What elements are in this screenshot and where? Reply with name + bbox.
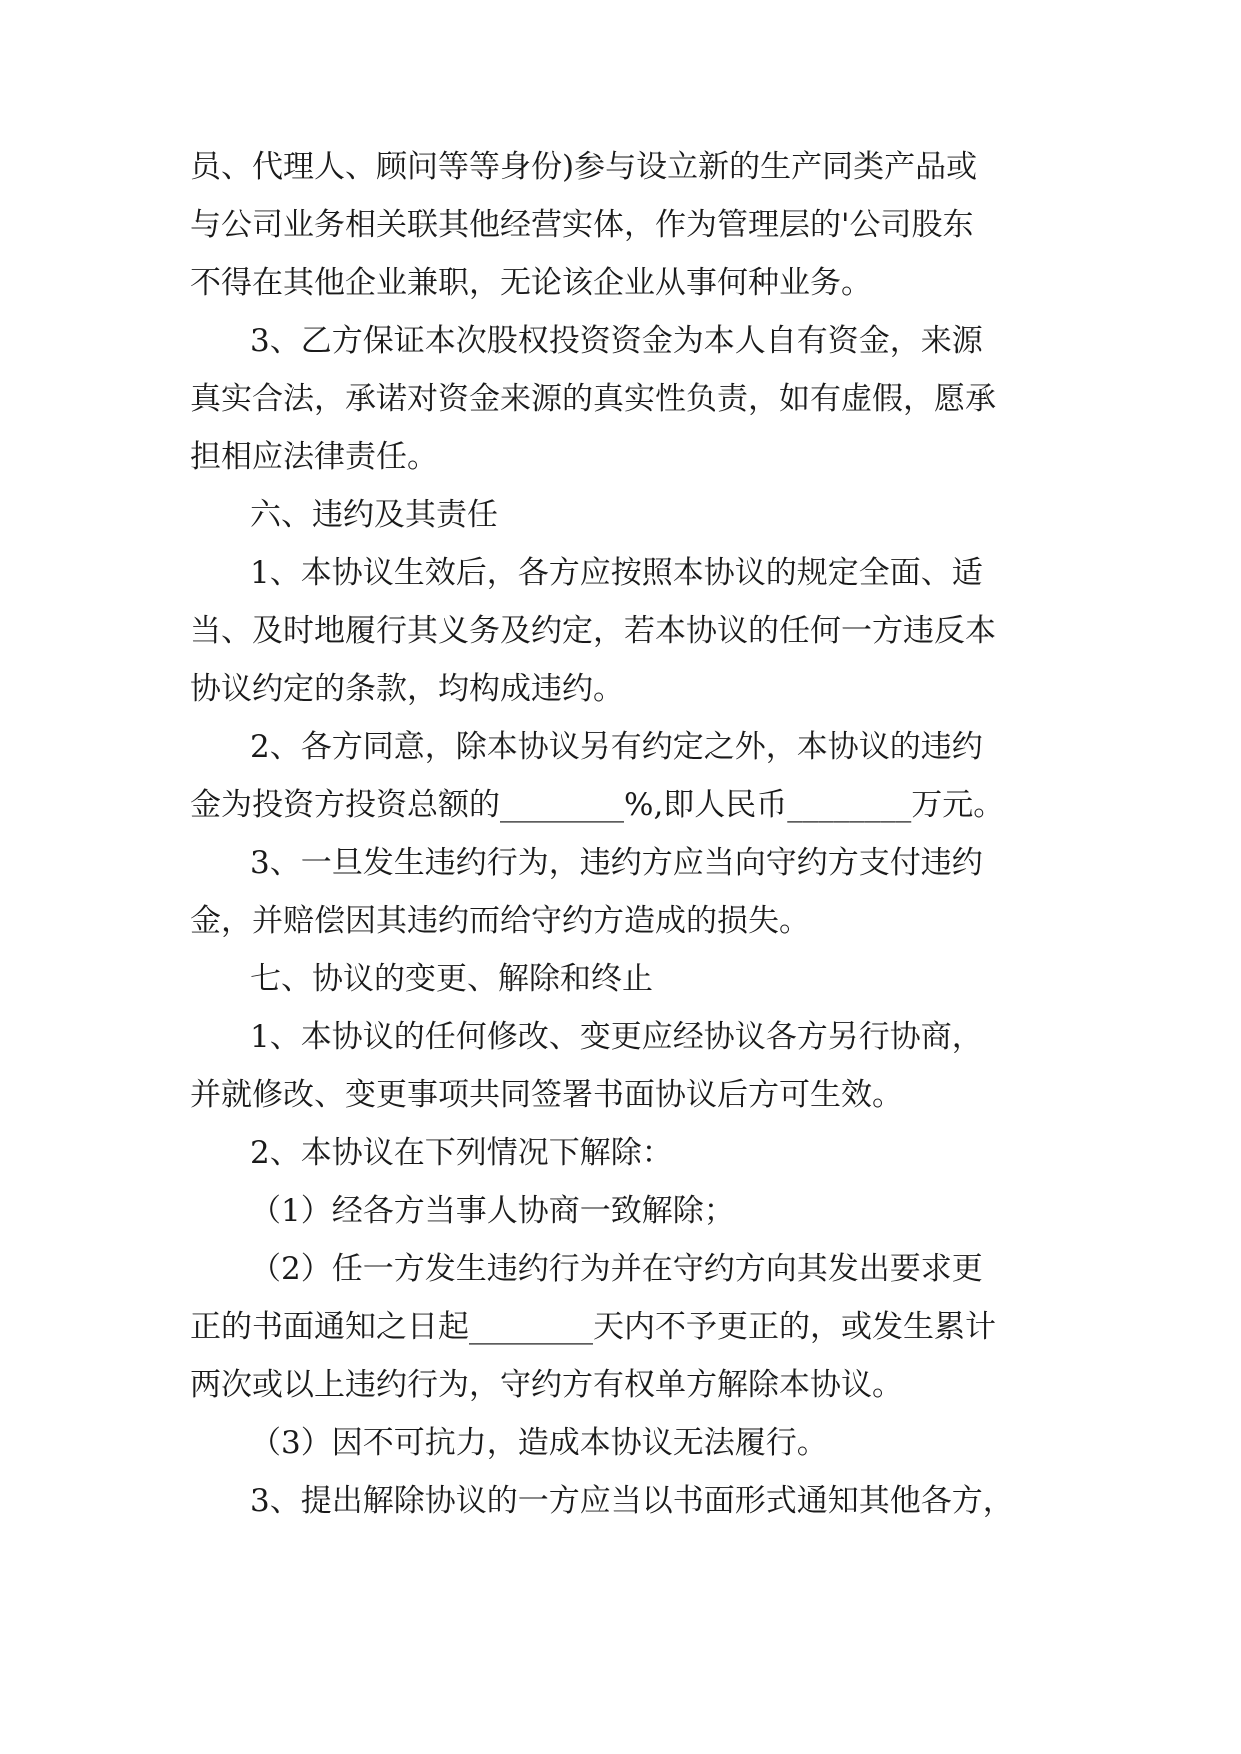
text-line: 正的书面通知之日起________天内不予更正的，或发生累计	[190, 1309, 996, 1345]
text-line: 3、乙方保证本次股权投资资金为本人自有资金，来源	[250, 323, 983, 359]
section-heading: 六、违约及其责任	[250, 497, 498, 533]
text-line: 2、本协议在下列情况下解除：	[250, 1135, 673, 1171]
text-line: 真实合法，承诺对资金来源的真实性负责，如有虚假，愿承	[190, 381, 996, 417]
text-line: （3）因不可抗力，造成本协议无法履行。	[250, 1425, 828, 1461]
text-line: 协议约定的条款，均构成违约。	[190, 671, 624, 707]
text-line: 3、提出解除协议的一方应当以书面形式通知其他各方，	[250, 1483, 1014, 1519]
text-line: 两次或以上违约行为，守约方有权单方解除本协议。	[190, 1367, 903, 1403]
text-line: 担相应法律责任。	[190, 439, 438, 475]
text-line: 与公司业务相关联其他经营实体，作为管理层的'公司股东	[190, 207, 974, 243]
text-line: 金为投资方投资总额的________%,即人民币________万元。	[190, 787, 1005, 823]
text-line: 2、各方同意，除本协议另有约定之外，本协议的违约	[250, 729, 983, 765]
text-line: 1、本协议的任何修改、变更应经协议各方另行协商，	[250, 1019, 983, 1055]
text-line: （2）任一方发生违约行为并在守约方向其发出要求更	[250, 1251, 983, 1287]
text-line: 3、一旦发生违约行为，违约方应当向守约方支付违约	[250, 845, 983, 881]
text-line: 当、及时地履行其义务及约定，若本协议的任何一方违反本	[190, 613, 996, 649]
text-line: 不得在其他企业兼职，无论该企业从事何种业务。	[190, 265, 872, 301]
text-line: 并就修改、变更事项共同签署书面协议后方可生效。	[190, 1077, 903, 1113]
text-line: 员、代理人、顾问等等身份)参与设立新的生产同类产品或	[190, 149, 978, 185]
text-line: （1）经各方当事人协商一致解除；	[250, 1193, 735, 1229]
text-line: 1、本协议生效后，各方应按照本协议的规定全面、适	[250, 555, 983, 591]
text-line: 金，并赔偿因其违约而给守约方造成的损失。	[190, 903, 810, 939]
section-heading: 七、协议的变更、解除和终止	[250, 961, 653, 997]
